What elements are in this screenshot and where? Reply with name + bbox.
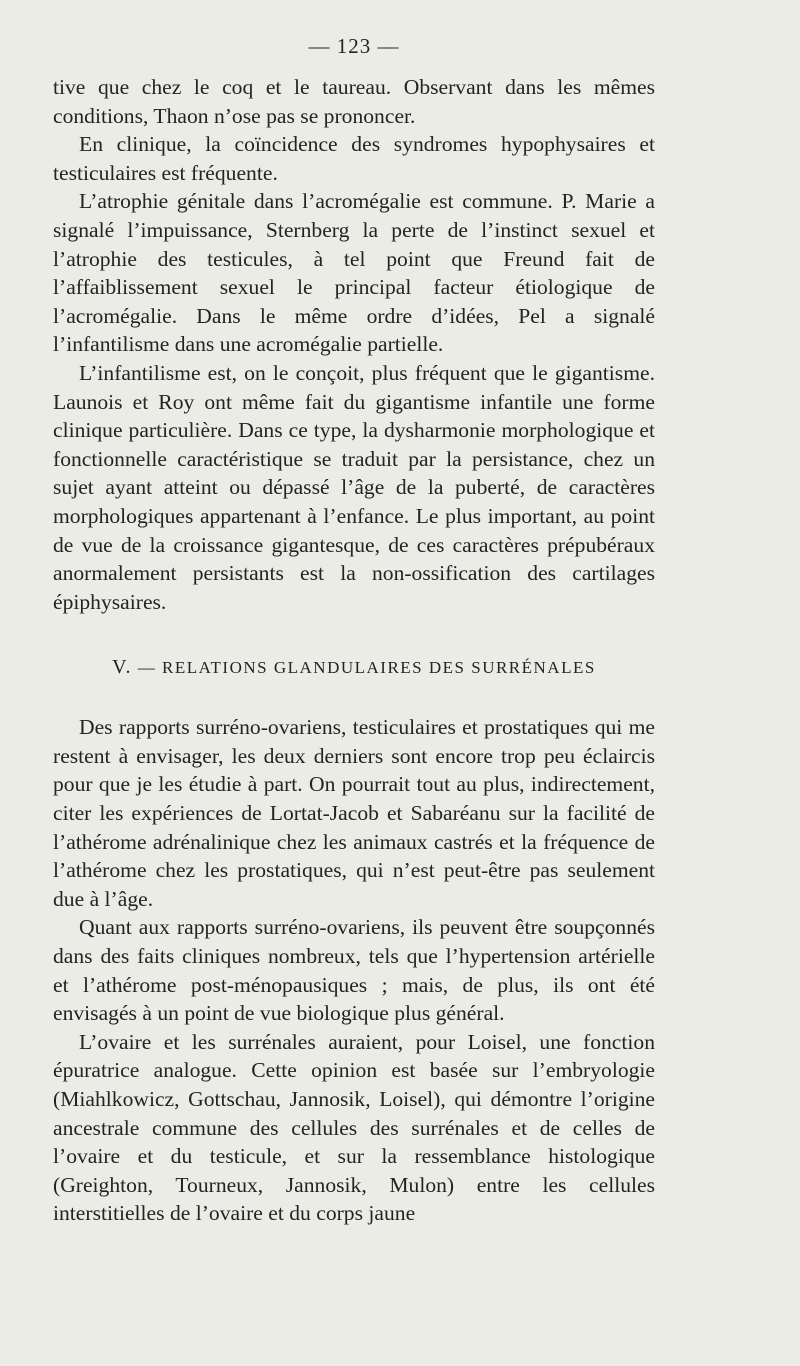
section-number: V. — [112, 656, 133, 679]
paragraph-ovaire: L’ovaire et les surrénales auraient, pour Loisel, une fonction épuratrice analogue. Cette opinion est basée sur l’embryologie (Miahlkowicz, Gottschau, Jannosik, Loisel), qui démontre l’origine ancestrale commune des cellules des surrénales et de celles de l’ovaire et du testicule, et sur la ressemblance histologique (Greighton, Tourneux, Jannosik, Mulon) entre les cellules interstitielles de l’ovaire et du corps jaune — [53, 1029, 655, 1226]
paragraph-infantilisme: L’infantilisme est, on le conçoit, plus fréquent que le gigantisme. Launois et Roy ont même fait du gigantisme infantile une forme clinique particulière. Dans ce type, la dysharmonie morphologique et fonctionnelle caractéristique se traduit par la persistance, chez un sujet ayant atteint ou dépassé l’âge de la puberté, de caractères morphologiques appartenant à l’enfance. Le plus important, au point de vue de la croissance gigantesque, de ces caractères prépubéraux anormalement persistants est la non-ossification des cartilages épiphysaires. — [53, 360, 655, 614]
section-title: RELATIONS GLANDULAIRES DES SURRÉNALES — [162, 658, 596, 678]
paragraph-rapports: Des rapports surréno-ovariens, testiculaires et prostatiques qui me restent à envisager, les deux derniers sont encore trop peu éclaircis pour que je les étudie à part. On pourrait tout au plus, indirectement, citer les expériences de Lortat-Jacob et Sabaréanu sur la facilité de l’athérome adrénalinique chez les animaux castrés et la fréquence de l’athérome chez les prostatiques, qui n’est peut-être pas seulement due à l’âge. — [53, 715, 655, 911]
section-dash: — — [137, 658, 157, 678]
section-heading — [53, 656, 655, 679]
paragraph-atrophie: L’atrophie génitale dans l’acromégalie est commune. P. Marie a signalé l’impuissance, Sternberg la perte de l’instinct sexuel et l’atrophie des testicules, à tel point que Freund fait de l’affaiblissement sexuel le principal facteur étiologique de l’acromégalie. Dans le même ordre d’idées, Pel a signalé l’infantilisme dans une acromégalie partielle. — [53, 189, 655, 357]
paragraph-continuation: tive que chez le coq et le taureau. Observant dans les mêmes conditions, Thaon n’ose pas se prononcer. — [53, 75, 655, 128]
paragraph-surreno-ovariens: Quant aux rapports surréno-ovariens, ils peuvent être soupçonnés dans des faits cliniques nombreux, tels que l’hypertension artérielle et l’athérome post-ménopausiques ; mais, de plus, ils ont été envisagés à un point de vue biologique plus général. — [53, 915, 655, 1026]
paragraph-clinique: En clinique, la coïncidence des syndromes hypophysaires et testiculaires est fréquente. — [53, 132, 655, 185]
page-number: — 123 — — [308, 34, 400, 58]
